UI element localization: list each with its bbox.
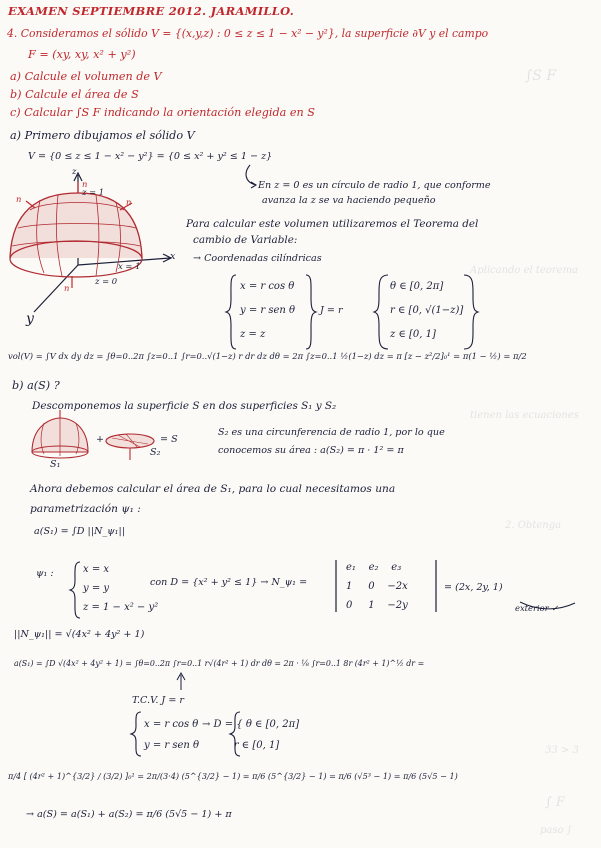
statement-item-b: b) Calcule el área de S [10,88,139,101]
statement-item-c: c) Calcular ∫S F indicando la orientación elegida en S [10,106,315,119]
normal-label: n [82,179,88,189]
bleed-text: Aplicando el teorema [470,265,579,276]
part-a-heading: a) Primero dibujamos el sólido V [10,129,195,142]
s2-line: conocemos su área : a(S₂) = π · 1² = π [218,445,404,456]
psi-label: ψ₁ : [36,568,54,579]
plus-sign: + [96,434,105,445]
cross-determinant: e₁ e₂ e₃ 1 0 −2x 0 1 −2y [346,562,408,611]
tcv-domain: → D = { θ ∈ [0, 2π] r ∈ [0, 1] [202,719,300,751]
label-z1: z = 1 [82,187,105,197]
axis-label-y: y [26,311,34,327]
normal-label: n [126,197,132,207]
bleed-text: 33 > 3 [545,745,579,756]
method-line: Para calcular este volumen utilizaremos el Teorema del [186,218,479,230]
jacobian: J = r [320,305,343,316]
param-line: Ahora debemos calcular el área de S₁, para lo cual necesitamos una [30,483,396,495]
orientation-note: exterior ✓ [515,603,559,613]
normal-vector: = (2x, 2y, 1) [444,582,503,593]
cyl-system: x = r cos θ y = r sen θ z = z [240,281,296,340]
bleed-text: paso ∫ [540,825,572,836]
statement-item-a: a) Calcule el volumen de V [10,70,162,83]
label-z0: z = 0 [95,276,118,286]
bleed-text: ∫S F [525,68,557,84]
volume-calc: vol(V) = ∫V dx dy dz = ∫θ=0..2π ∫z=0..1 ∫r=0..√(1−z) r dr dz dθ = 2π ∫z=0..1 ½(1−z) dz = π [z − z²/2]₀¹ = π(1 − ½) = π/2 [8,351,527,361]
solid-set: V = {0 ≤ z ≤ 1 − x² − y²} = {0 ≤ x² + y² ≤ 1 − z} [28,151,273,162]
bleed-text: tienen las ecuaciones [470,410,579,421]
s2-line: S₂ es una circunferencia de radio 1, por lo que [218,427,445,438]
split-line: Descomponemos la superficie S en dos superficies S₁ y S₂ [32,400,337,412]
psi-system: x = x y = y z = 1 − x² − y² [83,564,159,613]
tcv-label: T.C.V. J = r [132,695,185,706]
surface-label-s2: S₂ [150,447,161,458]
tcv-system: x = r cos θ y = r sen θ [144,719,200,751]
cyl-bounds: θ ∈ [0, 2π] r ∈ [0, √(1−z)] z ∈ [0, 1] [390,281,464,340]
statement-line: 4. Consideramos el sólido V = {(x,y,z) : 0 ≤ z ≤ 1 − x² − y²}, la superficie ∂V y el campo [7,27,489,40]
part-b-heading: b) a(S) ? [12,379,60,392]
page-title: EXAMEN SEPTIEMBRE 2012. JARAMILLO. [8,4,295,18]
normal-label: n [64,283,70,293]
param-line: parametrización ψ₁ : [30,503,141,515]
area-integral: a(S₁) = ∫D ||N_ψ₁|| [34,526,125,537]
final-answer: → a(S) = a(S₁) + a(S₂) = π/6 (5√5 − 1) + π [26,809,232,820]
surface-label-s1: S₁ [50,459,61,470]
domain-line: con D = {x² + y² ≤ 1} → N_ψ₁ = [150,577,308,588]
area-s1-result: π/4 [ (4r² + 1)^{3/2} / (3/2) ]₀¹ = 2π/(3·4) (5^{3/2} − 1) = π/6 (5^{3/2} − 1) = π/6 (√5³ − 1) = π/6 (5√5 − 1) [8,771,458,781]
bleed-text: 2. Obtenga [505,520,562,531]
axis-label-z: z [72,166,77,176]
axis-label-x: x [170,251,176,262]
label-x1: x = 1 [118,261,141,271]
normal-norm: ||N_ψ₁|| = √(4x² + 4y² + 1) [14,629,145,640]
note-line: En z = 0 es un círculo de radio 1, que conforme [258,180,491,191]
area-s1-calc: a(S₁) = ∫D √(4x² + 4y² + 1) = ∫θ=0..2π ∫r=0..1 r√(4r² + 1) dr dθ = 2π · ⅛ ∫r=0..1 8r (4r² + 1)^½ dr = [14,659,425,668]
statement-field: F = (xy, xy, x² + y²) [28,48,136,61]
note-line: avanza la z se va haciendo pequeño [262,195,436,206]
equals-s: = S [160,434,178,445]
normal-label: n [16,194,22,204]
method-line: cambio de Variable: [193,234,298,246]
coords-label: → Coordenadas cilíndricas [193,253,322,264]
bleed-text: ∫ F [545,795,565,810]
